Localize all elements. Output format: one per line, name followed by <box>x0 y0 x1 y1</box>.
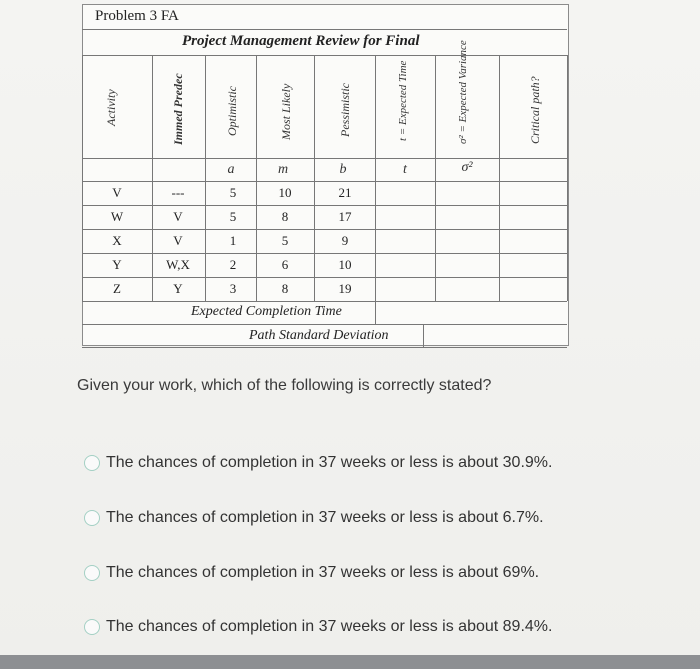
radio-button-icon[interactable] <box>84 619 100 635</box>
symbol-a: a <box>227 162 235 177</box>
table-cell: 21 <box>338 185 352 200</box>
header-immed-predec: Immed Predec <box>171 73 185 145</box>
table-cell: X <box>112 233 122 248</box>
answer-option-3[interactable] <box>84 561 539 585</box>
table-cell: 5 <box>229 209 237 224</box>
radio-button-icon[interactable] <box>84 510 100 526</box>
answer-option-label: The chances of completion in 37 weeks or less is about 89.4%. <box>106 618 553 635</box>
header-expected-variance: σ² = Expected Variance <box>457 40 469 144</box>
symbol-sigma-squared: σ² <box>461 160 473 175</box>
symbol-m: m <box>277 162 289 177</box>
title-divider <box>82 29 567 30</box>
answer-option-label: The chances of completion in 37 weeks or less is about 30.9%. <box>106 454 553 471</box>
table-cell: 19 <box>338 281 352 296</box>
header-critical-path: Critical path? <box>528 76 542 144</box>
table-cell: Z <box>113 281 121 296</box>
answer-option-2[interactable] <box>84 506 544 530</box>
table-cell: 5 <box>281 233 289 248</box>
header-divider <box>82 55 567 56</box>
radio-button-icon[interactable] <box>84 565 100 581</box>
table-cell: Y <box>112 257 122 272</box>
table-cell: 2 <box>229 257 237 272</box>
table-cell: --- <box>171 185 185 200</box>
table-cell: 6 <box>281 257 289 272</box>
table-cell: 3 <box>229 281 237 296</box>
answer-option-4[interactable] <box>84 615 552 639</box>
problem-title: Problem 3 FA <box>95 8 179 24</box>
path-standard-deviation-label: Path Standard Deviation <box>249 328 389 343</box>
header-activity: Activity <box>104 89 118 126</box>
table-cell: V <box>112 185 122 200</box>
table-cell: V <box>173 233 183 248</box>
table-title: Project Management Review for Final <box>182 33 420 49</box>
table-cell: 10 <box>338 257 352 272</box>
header-pessimistic: Pessimistic <box>338 83 352 137</box>
radio-button-icon[interactable] <box>84 455 100 471</box>
answer-option-label: The chances of completion in 37 weeks or less is about 69%. <box>106 564 540 581</box>
table-cell: Y <box>173 281 183 296</box>
header-expected-time: t = Expected Time <box>397 60 409 141</box>
table-cell: 9 <box>341 233 349 248</box>
table-cell: 17 <box>338 209 352 224</box>
table-cell: 8 <box>281 281 289 296</box>
symbol-b: b <box>339 162 347 177</box>
symbol-t: t <box>403 162 407 177</box>
table-cell: 10 <box>278 185 292 200</box>
expected-completion-time-label: Expected Completion Time <box>191 304 342 319</box>
answer-option-label: The chances of completion in 37 weeks or less is about 6.7%. <box>106 509 544 526</box>
table-cell: 8 <box>281 209 289 224</box>
table-cell: W,X <box>166 257 190 272</box>
table-cell: 5 <box>229 185 237 200</box>
question-text: Given your work, which of the following is correctly stated? <box>77 377 492 394</box>
header-most-likely: Most Likely <box>279 83 293 140</box>
table-cell: W <box>110 209 124 224</box>
table-cell: V <box>173 209 183 224</box>
bottom-edge-bar <box>0 655 700 669</box>
answer-option-1[interactable] <box>84 451 552 475</box>
table-cell: 1 <box>229 233 237 248</box>
header-optimistic: Optimistic <box>225 86 239 136</box>
